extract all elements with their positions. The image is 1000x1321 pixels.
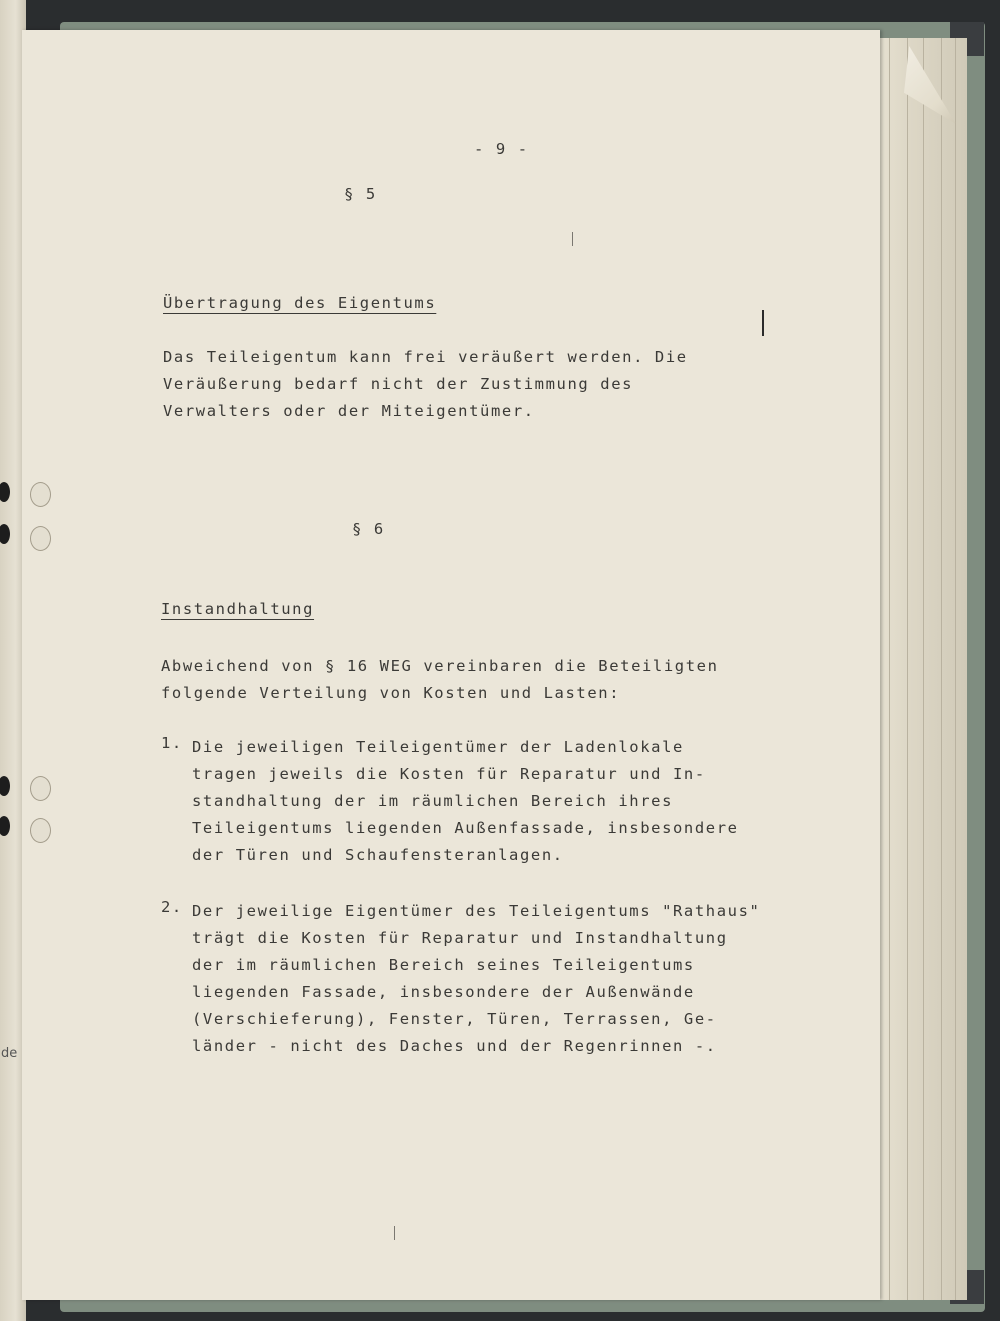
document-page — [22, 30, 880, 1300]
stacked-sheets-edge — [870, 38, 967, 1300]
margin-mark — [762, 310, 764, 336]
section-5-heading: Übertragung des Eigentums — [163, 294, 437, 312]
margin-tick — [394, 1226, 395, 1240]
list-item-text: Die jeweiligen Teileigentümer der Ladenlokale tragen jeweils die Kosten für Reparatur und In- standhaltung der im räumlichen Bereich ihres Teileigentums liegenden Außenfassade, insbesondere der Türen und Schaufensteranlagen. — [192, 738, 739, 864]
list-item-number: 1. — [161, 734, 183, 752]
binder-edge-text: de — [1, 1046, 18, 1061]
section-6-intro: Abweichend von § 16 WEG vereinbaren die Beteiligten folgende Verteilung von Kosten und Lasten: — [161, 657, 719, 702]
list-item-text: Der jeweilige Eigentümer des Teileigentums "Rathaus" trägt die Kosten für Reparatur und Instandhaltung der im räumlichen Bereich seines Teileigentums liegenden Fassade, insbesondere der Außenwände (Verschieferung), Fenster, Türen, Terrassen, Ge- länder - nicht des Daches und der Regenrinnen -. — [192, 902, 761, 1055]
margin-tick — [572, 232, 573, 246]
punch-hole — [30, 776, 51, 801]
section-6-heading: Instandhaltung — [161, 600, 315, 618]
section-5-mark: § 5 — [344, 185, 377, 203]
punch-hole — [30, 818, 51, 843]
page-number: - 9 - — [474, 140, 529, 158]
list-item-number: 2. — [161, 898, 183, 916]
section-6-mark: § 6 — [352, 520, 385, 538]
section-5-text: Das Teileigentum kann frei veräußert werden. Die Veräußerung bedarf nicht der Zustimmung des Verwalters oder der Miteigentümer. — [163, 348, 688, 420]
punch-hole — [30, 482, 51, 507]
punch-hole — [30, 526, 51, 551]
